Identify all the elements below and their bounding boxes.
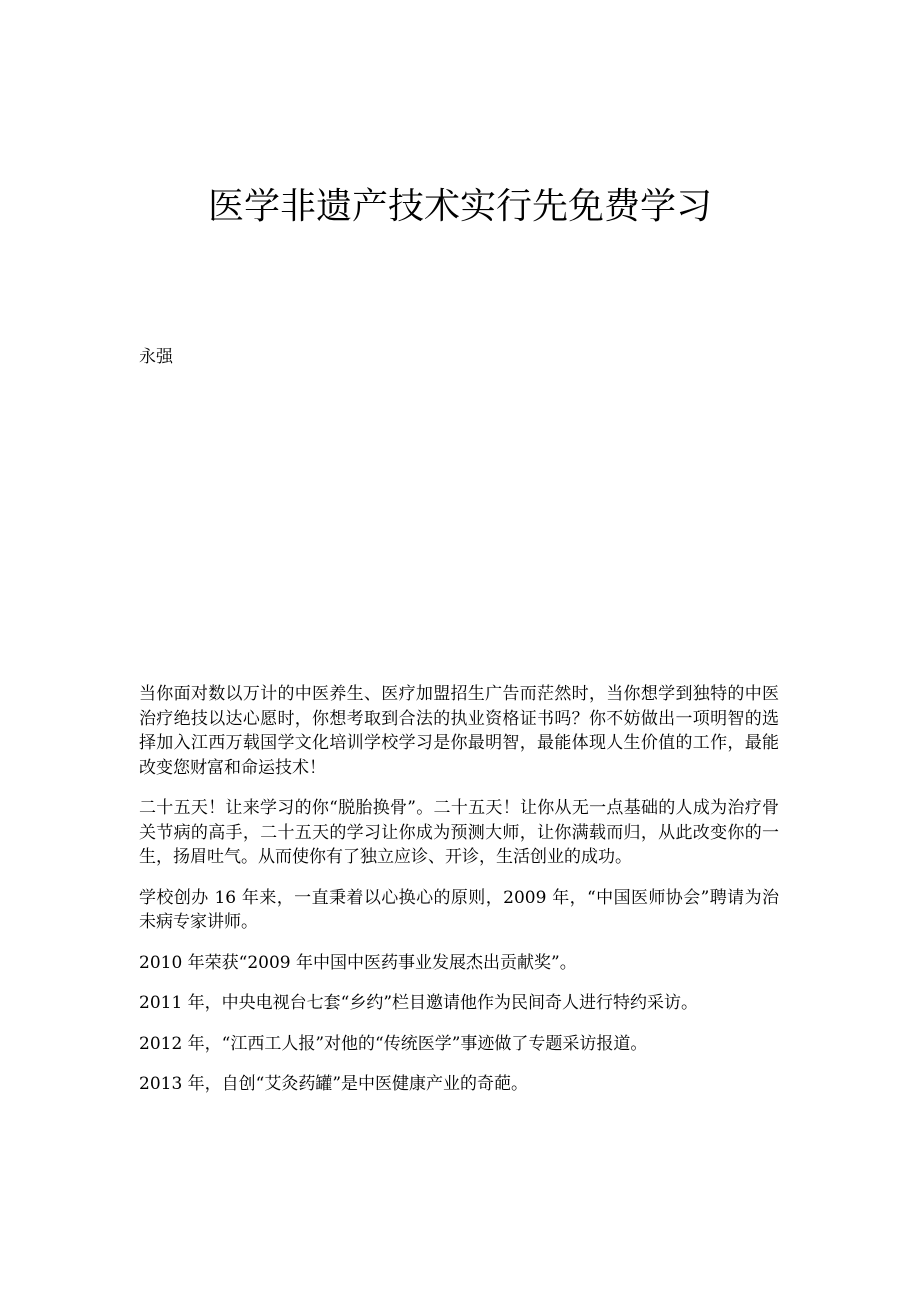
body-paragraph: 2013 年，自创“艾灸药罐”是中医健康产业的奇葩。	[139, 1074, 529, 1094]
body-paragraph: 2010 年荣获“2009 年中国中医药事业发展杰出贡献奖”。	[139, 952, 577, 973]
body-paragraph: 二十五天！让来学习的你“脱胎换骨”。二十五天！让你从无一点基础的人成为治疗骨关节病的高手，二十五天的学习让你成为预测大师，让你满载而归，从此改变你的一生，扬眉吐气。从而使你有了独立应诊、开诊，生活创业的成功。	[139, 798, 779, 867]
body-paragraph: 学校创办 16 年来，一直秉着以心换心的原则，2009 年，“中国医师协会”聘请为治未病专家讲师。	[139, 887, 779, 932]
author-name: 永强	[139, 347, 173, 367]
document-title: 医学非遗产技术实行先免费学习	[207, 186, 712, 227]
body-paragraph: 2012 年，“江西工人报”对他的“传统医学”事迹做了专题采访报道。	[139, 1033, 648, 1054]
body-paragraph: 2011 年，中央电视台七套“乡约”栏目邀请他作为民间奇人进行特约采访。	[139, 993, 699, 1013]
body-paragraph: 当你面对数以万计的中医养生、医疗加盟招生广告而茫然时，当你想学到独特的中医治疗绝技以达心愿时，你想考取到合法的执业资格证书吗？你不妨做出一项明智的选择加入江西万载国学文化培训学校学习是你最明智，最能体现人生价值的工作，最能改变您财富和命运技术！	[139, 684, 779, 778]
document-body	[139, 682, 779, 1113]
